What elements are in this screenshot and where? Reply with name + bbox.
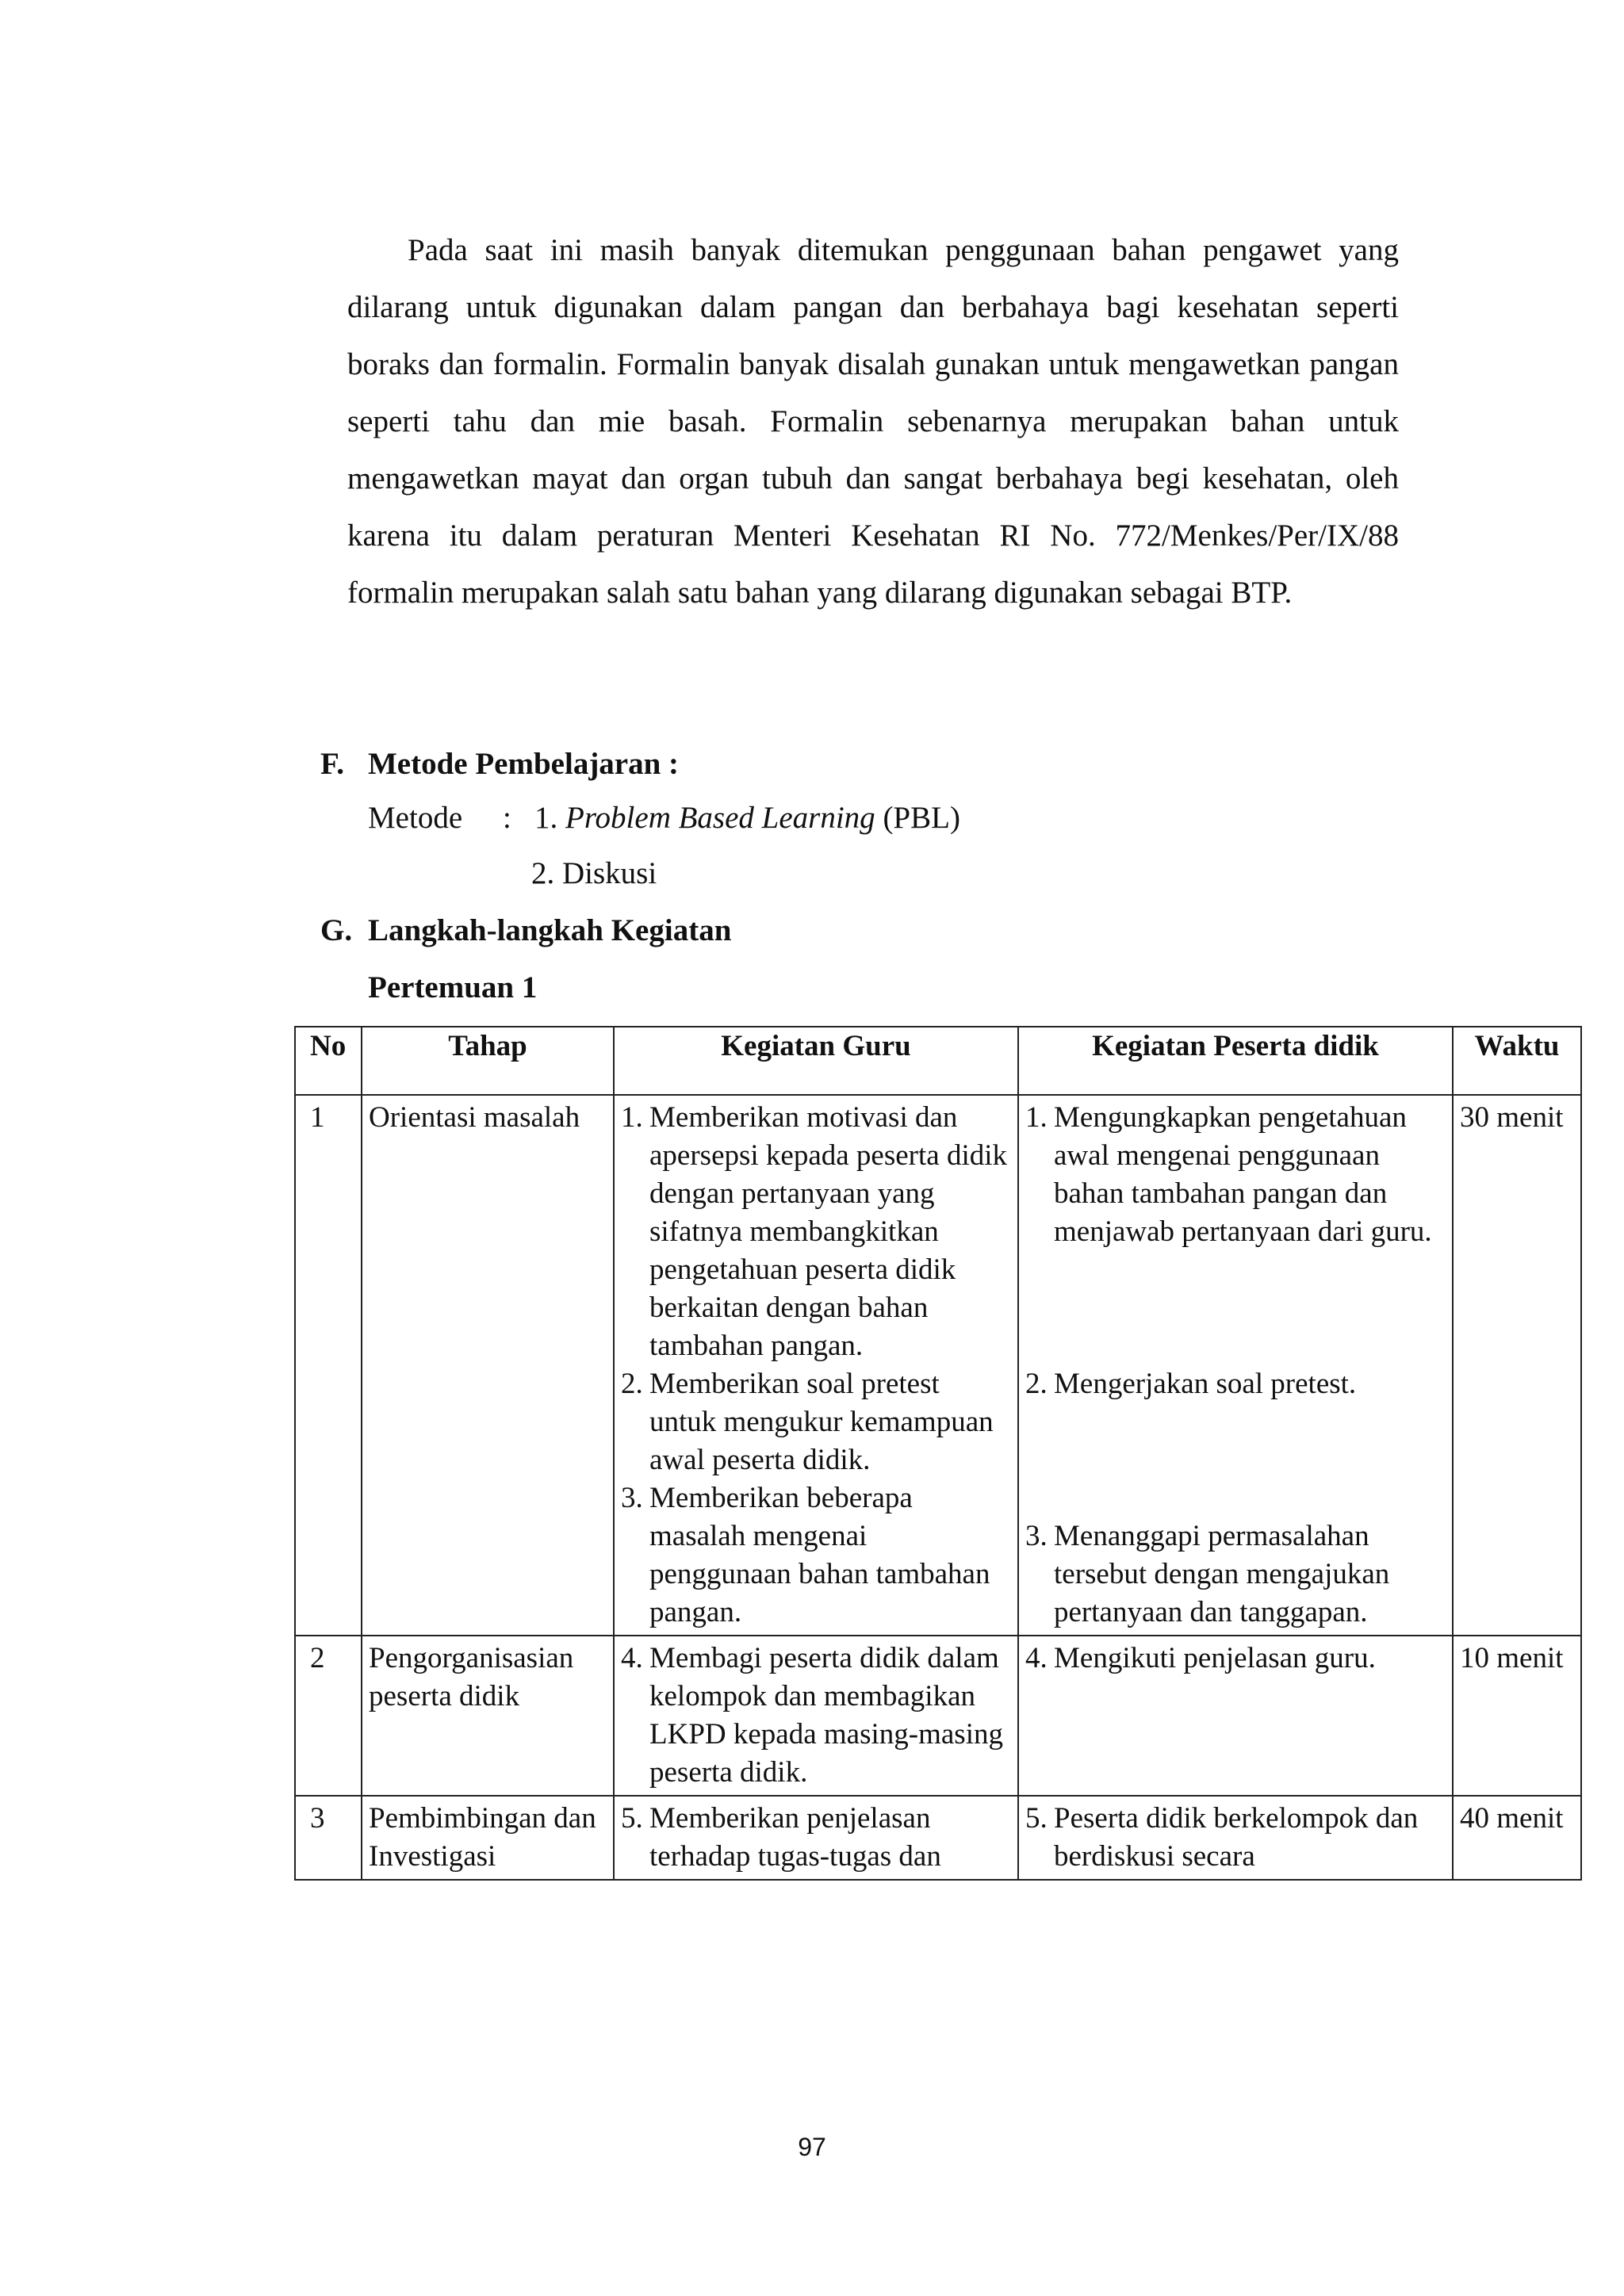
section-f-title: Metode Pembelajaran :	[368, 747, 680, 781]
section-g-title: Langkah-langkah Kegiatan	[368, 913, 732, 947]
meeting-subtitle: Pertemuan 1	[368, 970, 538, 1004]
method-label: Metode	[368, 801, 463, 835]
row-no: 3	[295, 1796, 362, 1880]
header-no: No	[295, 1027, 362, 1095]
row-kegiatan-guru	[614, 1636, 1018, 1796]
activity-table	[294, 1026, 1582, 1881]
body-paragraph: Pada saat ini masih banyak ditemukan penggunaan bahan pengawet yang dilarang untuk digunakan dalam pangan dan berbahaya bagi kesehatan seperti boraks dan formalin. Formalin banyak disalah gunakan untuk mengawetkan pangan seperti tahu dan mie basah. Formalin sebenarnya merupakan bahan untuk mengawetkan mayat dan organ tubuh dan sangat berbahaya begi kesehatan, oleh karena itu dalam peraturan Menteri Kesehatan RI No. 772/Menkes/Per/IX/88 formalin merupakan salah satu bahan yang dilarang digunakan sebagai BTP.	[347, 233, 1399, 610]
section-g-heading	[320, 912, 731, 950]
table-row	[295, 1095, 1581, 1636]
section-g-letter: G.	[320, 913, 353, 947]
method-colon: :	[503, 801, 511, 835]
method-item-1-italic: Problem Based Learning	[565, 801, 875, 835]
row-waktu: 30 menit	[1453, 1095, 1581, 1636]
table-row	[295, 1636, 1581, 1796]
row-tahap: Pengorganisasian peserta didik	[362, 1636, 614, 1796]
list-item: 2. Mengerjakan soal pretest.	[1025, 1368, 1357, 1400]
row-kegiatan-peserta	[1018, 1095, 1453, 1636]
row-tahap: Pembimbingan dan Investigasi	[362, 1796, 614, 1880]
list-item: 4. Mengikuti penjelasan guru.	[1025, 1642, 1376, 1674]
row-no: 1	[295, 1095, 362, 1636]
list-item: 3. Memberikan beberapa masalah mengenai penggunaan bahan tambahan pangan.	[621, 1482, 990, 1628]
list-item: 5. Peserta didik berkelompok dan berdiskusi secara	[1025, 1802, 1419, 1873]
page-number: 97	[798, 2133, 826, 2161]
list-item: 3. Menanggapi permasalahan tersebut dengan mengajukan pertanyaan dan tanggapan.	[1025, 1520, 1390, 1628]
row-tahap: Orientasi masalah	[362, 1095, 614, 1636]
row-kegiatan-peserta	[1018, 1796, 1453, 1880]
row-waktu: 10 menit	[1453, 1636, 1581, 1796]
row-waktu: 40 menit	[1453, 1796, 1581, 1880]
table-header-row	[295, 1027, 1581, 1095]
list-item: 4. Membagi peserta didik dalam kelompok dan membagikan LKPD kepada masing-masing peserta didik.	[621, 1642, 1003, 1789]
row-no: 2	[295, 1636, 362, 1796]
method-item-1-num: 1.	[534, 801, 558, 835]
list-item: 2. Memberikan soal pretest untuk mengukur kemampuan awal peserta didik.	[621, 1368, 994, 1476]
list-item: 1. Mengungkapkan pengetahuan awal mengenai penggunaan bahan tambahan pangan dan menjawab pertanyaan dari guru.	[1025, 1101, 1432, 1248]
method-item-1-suffix: (PBL)	[883, 801, 960, 835]
header-waktu: Waktu	[1453, 1027, 1581, 1095]
table-row	[295, 1796, 1581, 1880]
method-line	[368, 799, 960, 837]
header-tahap: Tahap	[362, 1027, 614, 1095]
row-kegiatan-guru	[614, 1796, 1018, 1880]
header-kegiatan-peserta: Kegiatan Peserta didik	[1018, 1027, 1453, 1095]
section-f-heading	[320, 745, 679, 783]
row-kegiatan-guru	[614, 1095, 1018, 1636]
list-item: 5. Memberikan penjelasan terhadap tugas-tugas dan	[621, 1802, 941, 1873]
row-kegiatan-peserta	[1018, 1636, 1453, 1796]
list-item: 1. Memberikan motivasi dan apersepsi kepada peserta didik dengan pertanyaan yang sifatnya membangkitkan pengetahuan peserta didik berkaitan dengan bahan tambahan pangan.	[621, 1101, 1008, 1362]
section-f-letter: F.	[320, 747, 344, 781]
header-kegiatan-guru: Kegiatan Guru	[614, 1027, 1018, 1095]
method-item-2: 2. Diskusi	[531, 856, 657, 890]
